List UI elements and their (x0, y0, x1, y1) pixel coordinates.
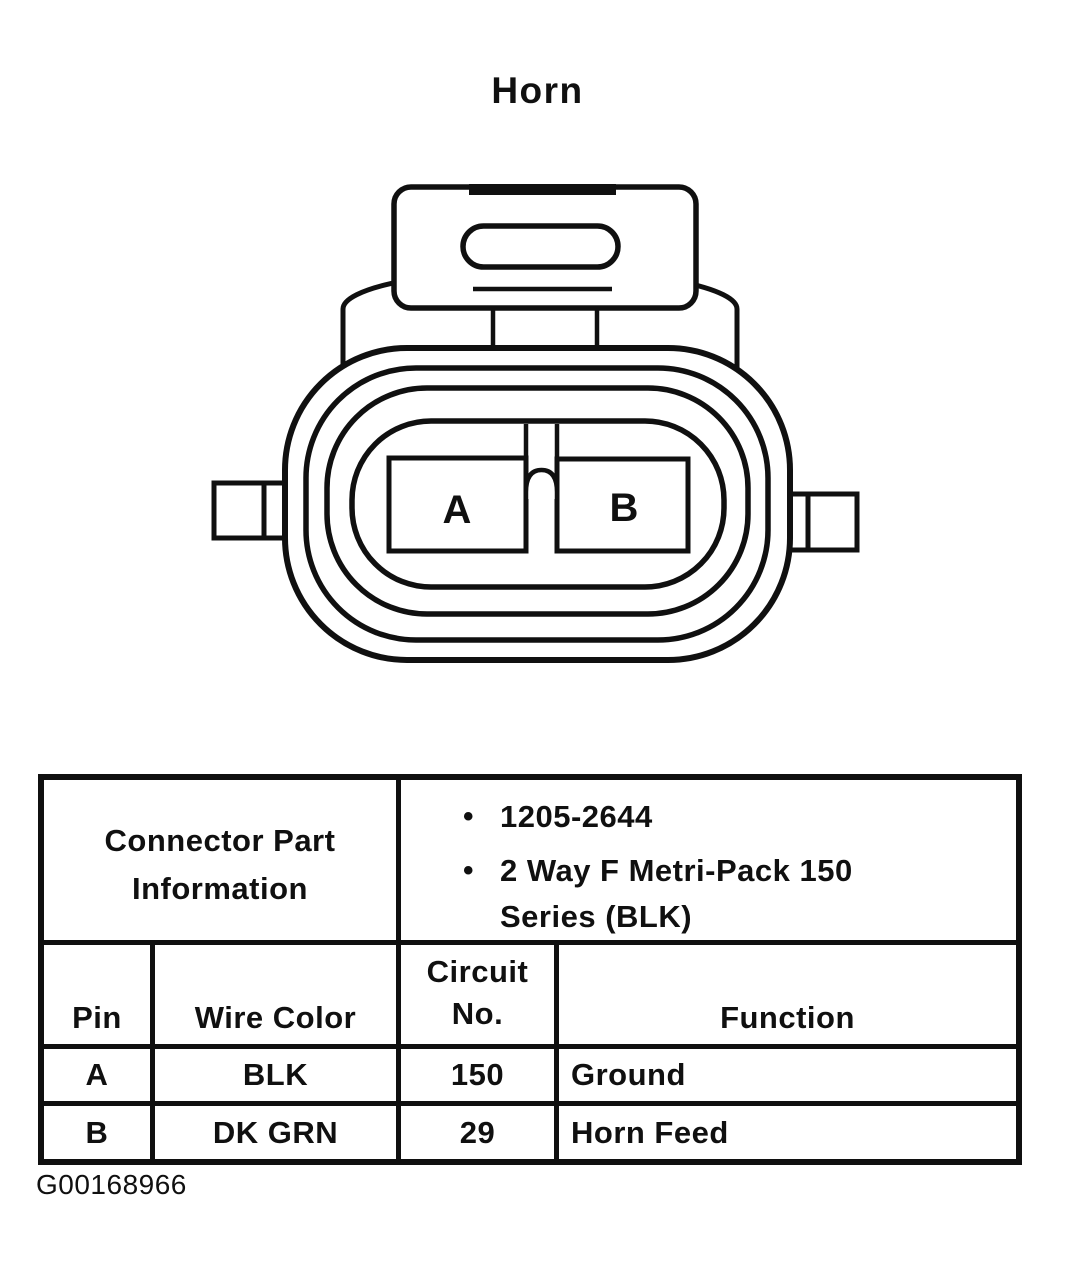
right-wing-tab (787, 494, 857, 550)
part-number-text: 1205-2644 (500, 799, 653, 834)
row-a-circuit-no: 150 (396, 1044, 554, 1101)
part-info-header-text: Connector Part Information (104, 823, 336, 906)
col-header-circuit-no (396, 940, 554, 1044)
connector-type-text: 2 Way F Metri-Pack 150 Series (BLK) (500, 853, 853, 934)
row-b-pin: B (44, 1101, 150, 1159)
row-b-wire-color: DK GRN (150, 1101, 396, 1159)
figure-code: G00168966 (36, 1169, 187, 1200)
mounting-tab-top-mark (469, 184, 616, 195)
row-b-function: Horn Feed (554, 1101, 1016, 1159)
row-a-wire-color: BLK (150, 1044, 396, 1101)
pin-a-label: A (442, 488, 472, 532)
part-info-header-cell (44, 780, 396, 940)
mounting-tab-slot (463, 226, 618, 267)
bullet-icon: • (463, 854, 475, 887)
circuit-no-header-text: Circuit No. (426, 954, 529, 1031)
row-a-function: Ground (554, 1044, 1016, 1101)
part-number-item (463, 794, 653, 840)
connector-info-table (38, 774, 1022, 1165)
row-a-pin: A (44, 1044, 150, 1101)
row-b-circuit-no: 29 (396, 1101, 554, 1159)
part-info-values-cell (396, 780, 1016, 940)
pin-b-label: B (609, 486, 639, 530)
page-title: Horn (491, 70, 584, 111)
col-header-pin: Pin (44, 940, 150, 1044)
col-header-function: Function (554, 940, 1016, 1044)
divider-post (526, 470, 557, 499)
left-wing-tab (214, 483, 287, 538)
connector-type-item (463, 848, 932, 940)
col-header-wire-color: Wire Color (150, 940, 396, 1044)
bullet-icon: • (463, 800, 475, 833)
